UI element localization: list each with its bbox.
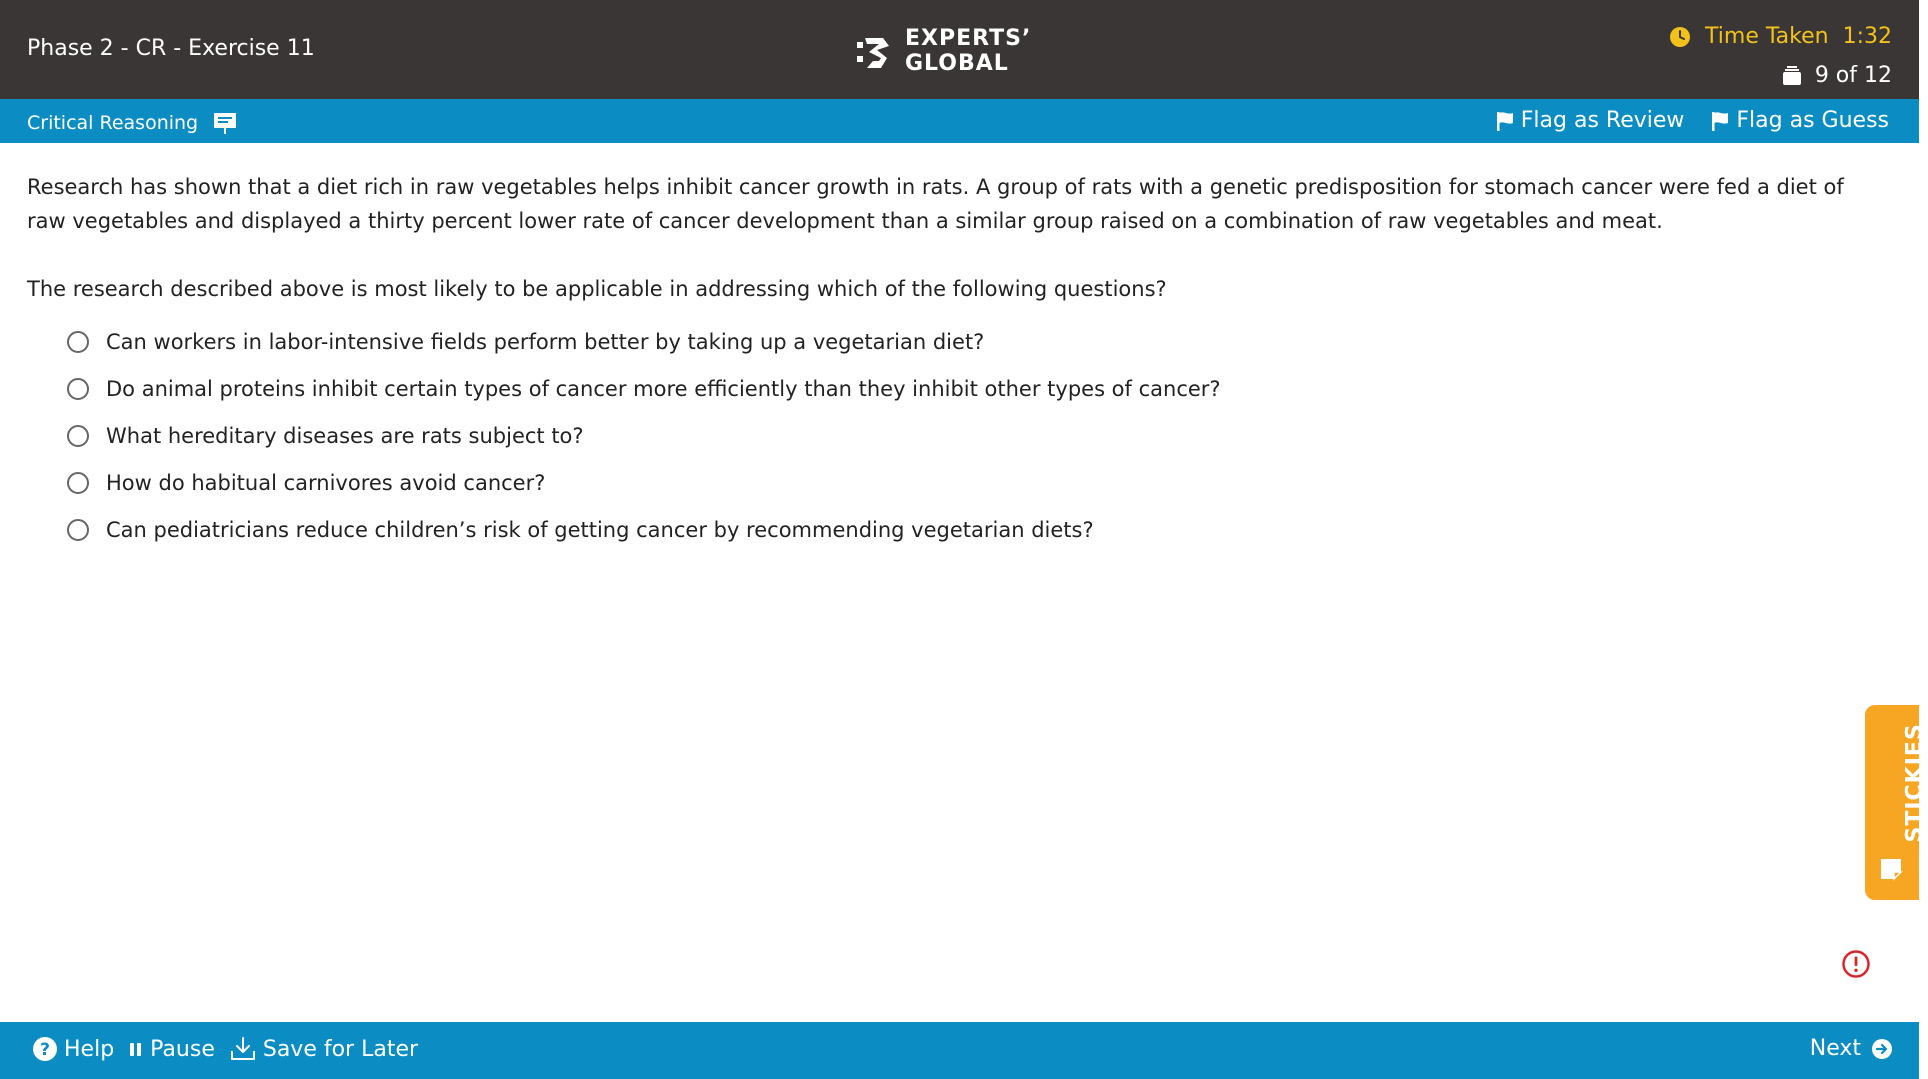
help-icon [32,1036,58,1062]
top-header [0,0,1919,99]
flag-icon [1710,110,1730,132]
flag-guess-label: Flag as Guess [1736,108,1889,133]
stickies-label: STICKIES [1902,723,1928,843]
save-label: Save for Later [262,1036,419,1062]
flag-guess-button[interactable] [1710,108,1889,133]
timer-label: Time Taken [1705,24,1829,49]
option-text: Can pediatricians reduce children’s risk of getting cancer by recommending vegetarian diets? [106,517,1094,542]
whiteboard-icon[interactable] [212,110,238,136]
radio-button[interactable] [67,425,89,447]
section-name [27,110,238,136]
save-for-later-button[interactable] [229,1036,418,1062]
clock-icon [1669,26,1691,48]
option-text: What hereditary diseases are rats subject to? [106,423,584,448]
question-prompt: The research described above is most likely to be applicable in addressing which of the following questions? [27,277,1167,301]
answer-option[interactable] [67,318,1887,365]
question-content [27,170,1887,553]
help-button[interactable] [32,1036,114,1062]
flag-review-label: Flag as Review [1520,108,1685,133]
logo-line-1: EXPERTS’ [905,26,1032,51]
logo-text [905,26,1031,76]
footer-actions [32,1036,432,1062]
counter-text: 9 of 12 [1814,63,1892,88]
note-icon [1877,855,1905,883]
flag-controls [1469,108,1889,133]
answer-option[interactable] [67,412,1887,459]
answer-options [27,318,1887,553]
logo-line-2: GLOBAL [905,51,1009,76]
download-icon [229,1036,257,1062]
radio-button[interactable] [67,519,89,541]
next-button[interactable] [1810,1036,1893,1061]
section-toolbar [0,99,1919,143]
pause-label: Pause [150,1036,215,1062]
answer-option[interactable] [67,365,1887,412]
question-counter [1781,63,1892,88]
help-label: Help [64,1036,115,1062]
pause-icon [128,1039,144,1059]
pause-button[interactable] [128,1037,215,1062]
option-text: Do animal proteins inhibit certain types of cancer more efficiently than they inhibit other types of cancer? [106,376,1221,401]
section-label: Critical Reasoning [27,112,199,134]
passage-text: Research has shown that a diet rich in raw vegetables helps inhibit cancer growth in rats. A group of rats with a genetic predisposition for stomach cancer were fed a diet of raw vegetables and displayed a thirty percent lower rate of cancer development than a similar group raised on a combination of raw vegetables and meat. [27,175,1844,233]
bottom-footer [0,1022,1919,1079]
radio-button[interactable] [67,331,89,353]
answer-option[interactable] [67,506,1887,553]
answer-option[interactable] [67,459,1887,506]
timer-value: 1:32 [1842,24,1892,49]
stack-icon [1781,65,1803,87]
radio-button[interactable] [67,472,89,494]
option-text: Can workers in labor-intensive fields perform better by taking up a vegetarian diet? [106,329,985,354]
radio-button[interactable] [67,378,89,400]
next-label: Next [1809,1036,1861,1061]
flag-review-button[interactable] [1495,108,1685,133]
svg-text:?: ? [40,1040,50,1060]
brand-logo [855,26,1031,76]
stickies-tab[interactable] [1865,705,1928,900]
flag-icon [1495,110,1515,132]
logo-mark-icon [855,28,895,74]
time-taken [1669,24,1892,49]
option-text: How do habitual carnivores avoid cancer? [106,470,546,495]
next-arrow-icon [1871,1038,1893,1060]
alert-icon[interactable] [1841,949,1871,979]
exercise-title: Phase 2 - CR - Exercise 11 [27,36,315,61]
